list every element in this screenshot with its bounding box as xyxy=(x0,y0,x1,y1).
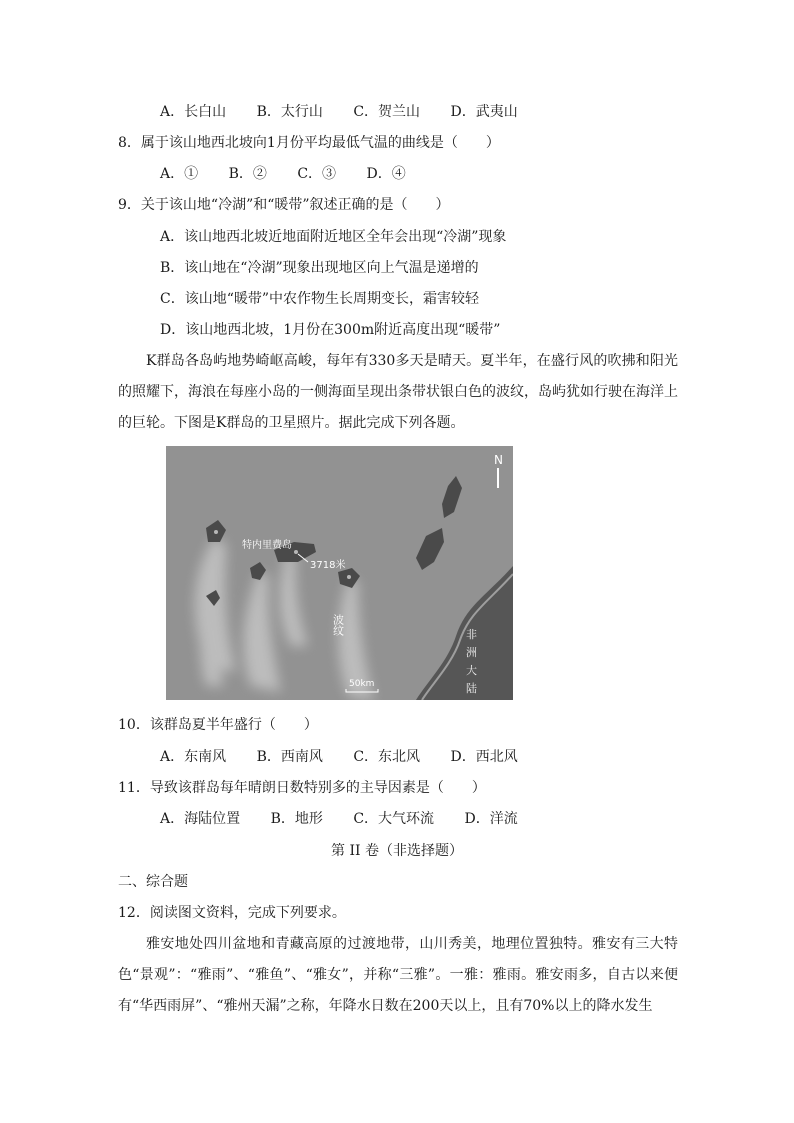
scale-label: 50km xyxy=(349,679,375,689)
q9-option-b: B．该山地在“冷湖”现象出现地区向上气温是递增的 xyxy=(160,260,479,276)
q9-option-c: C．该山地“暖带”中农作物生长周期变长，霜害较轻 xyxy=(160,291,480,307)
passage: K群岛各岛屿地势崎岖高峻，每年有330多天是晴天。夏半年，在盛行风的吹拂和阳光的照耀下，海浪在每座小岛的一侧海面呈现出条带状银白色的波纹，岛屿犹如行驶在海洋上的巨轮。下图是K群岛的卫星照片。据此完成下列各题。 xyxy=(118,353,678,431)
elevation-label: 3718米 xyxy=(310,560,346,571)
island-label: 特内里费岛 xyxy=(242,540,292,551)
part2-title: 第 II 卷（非选择题） xyxy=(331,843,463,859)
q7-option-c: C．贺兰山 xyxy=(353,104,421,120)
q8-option-a: A．① xyxy=(160,166,199,182)
q9-option-a: A．该山地西北坡近地面附近地区全年会出现“冷湖”现象 xyxy=(160,229,507,245)
q8-option-d: D．④ xyxy=(366,166,406,182)
section2-title: 二、综合题 xyxy=(118,874,188,890)
q7-option-d: D．武夷山 xyxy=(450,104,518,120)
q11-options xyxy=(160,809,518,829)
q10-stem: 10．该群岛夏半年盛行（ ） xyxy=(118,717,318,733)
ripple-label-text: 波纹 xyxy=(331,614,345,636)
q7-options xyxy=(160,102,518,122)
q12-stem: 12．阅读图文资料，完成下列要求。 xyxy=(118,905,346,921)
q8-options xyxy=(160,164,406,184)
q8-stem: 8．属于该山地西北坡向1月份平均最低气温的曲线是（ ） xyxy=(118,135,500,151)
q9-stem: 9．关于该山地“冷湖”和“暖带”叙述正确的是（ ） xyxy=(118,197,450,213)
q10-options xyxy=(160,747,518,767)
q11-stem: 11．导致该群岛每年晴朗日数特别多的主导因素是（ ） xyxy=(118,780,486,796)
q8-option-b: B．② xyxy=(228,166,267,182)
q10-option-d: D．西北风 xyxy=(450,749,518,765)
q7-option-b: B．太行山 xyxy=(256,104,323,120)
q12-passage: 雅安地处四川盆地和青藏高原的过渡地带，山川秀美，地理位置独特。雅安有三大特色“景观”：“雅雨”、“雅鱼”、“雅女”，并称“三雅”。一雅：雅雨。雅安雨多，自古以来便有“华西雨屏”、“雅州天漏”之称，年降水日数在200天以上，且有70%以上的降水发生 xyxy=(118,936,678,1014)
ripple-label xyxy=(332,613,345,637)
q11-option-d: D．洋流 xyxy=(464,811,518,827)
q11-option-c: C．大气环流 xyxy=(353,811,435,827)
q11-option-b: B．地形 xyxy=(270,811,323,827)
continent-char-3: 大 xyxy=(466,664,477,677)
q9-option-d: D．该山地西北坡，1月份在300m附近高度出现“暖带” xyxy=(160,322,501,338)
north-label: N xyxy=(494,453,503,467)
q8-option-c: C．③ xyxy=(297,166,337,182)
q7-option-a: A．长白山 xyxy=(160,104,227,120)
continent-char-2: 洲 xyxy=(466,646,477,659)
q11-option-a: A．海陆位置 xyxy=(160,811,241,827)
continent-char-1: 非 xyxy=(466,628,477,641)
q10-option-a: A．东南风 xyxy=(160,749,227,765)
satellite-image xyxy=(166,446,513,700)
q10-option-c: C．东北风 xyxy=(353,749,421,765)
continent-char-4: 陆 xyxy=(466,682,477,695)
q10-option-b: B．西南风 xyxy=(256,749,323,765)
